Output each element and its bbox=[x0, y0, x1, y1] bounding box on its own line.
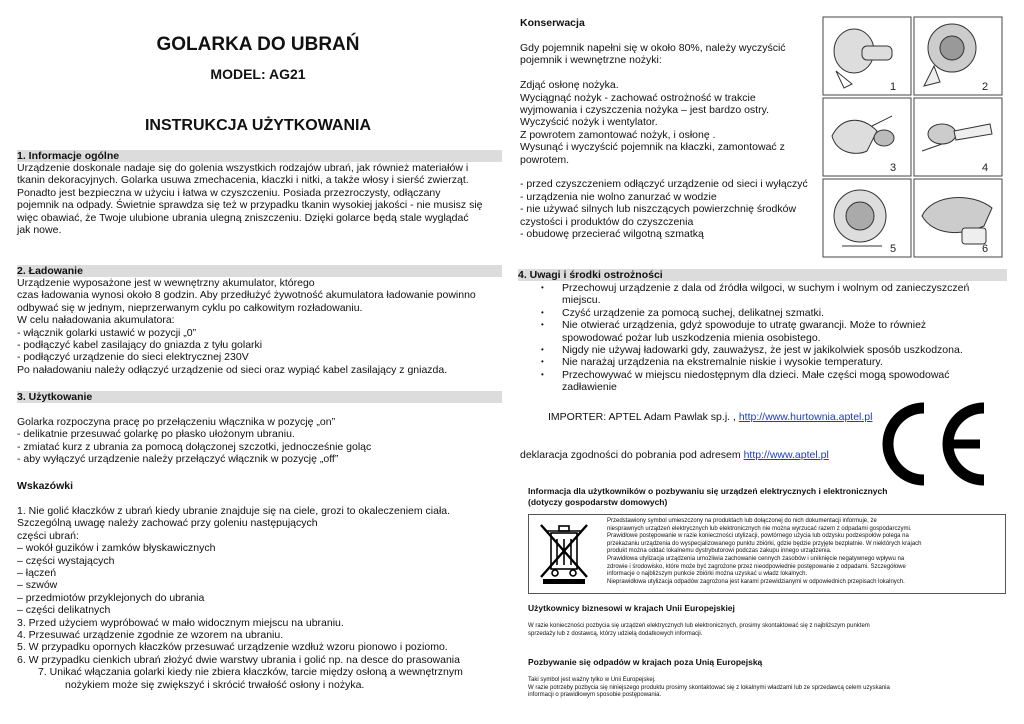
figure-number: 4 bbox=[982, 162, 989, 174]
text-line: Prawidłowe postępowanie w razie konieczności utylizacji, powtórnego użycia lub odzysku podzespołów polega na bbox=[607, 533, 909, 540]
list-item: • Czyść urządzenie za pomocą suchej, delikatnej szmatki. bbox=[518, 307, 1007, 319]
maintenance-heading: Konserwacja bbox=[520, 17, 585, 29]
text-line: czystości i produktów do czyszczenia bbox=[520, 215, 694, 228]
text-line: informacje o najbliższym punkcie zbiórki można uzyskać u władz lokalnych. bbox=[607, 571, 808, 578]
text-line: – łączeń bbox=[17, 567, 57, 580]
list-item: • Przechowywać w miejscu niedostępnym dla dzieci. Małe części mogą spowodować zadławienie bbox=[518, 369, 1007, 394]
text-line: sprzedaży lub z dostawcą, którzy udzielą dodatkowych informacji. bbox=[528, 630, 703, 637]
text-line: – części delikatnych bbox=[17, 604, 111, 617]
text-line: – szwów bbox=[17, 579, 58, 592]
list-item: • Nigdy nie używaj ładowarki gdy, zauważysz, że jest w jakikolwiek sposób uszkodzona. bbox=[518, 344, 1007, 356]
declaration-text: deklaracja zgodności do pobrania pod adresem bbox=[520, 449, 744, 461]
text-line: 4. Przesuwać urządzenie zgodnie ze wzorem na ubraniu. bbox=[17, 629, 284, 642]
text-line: Wysunąć i wyczyścić pojemnik na kłaczki, zamontować z bbox=[520, 141, 785, 154]
weee-outside-body bbox=[528, 677, 890, 700]
maintenance-illustrations bbox=[822, 16, 1004, 258]
text-line: - nie używać silnych lub niszczących powierzchnię środków bbox=[520, 203, 797, 216]
ce-mark-svg bbox=[880, 402, 990, 486]
text-line: pojemnik na odpady. Świetnie sprawdza się też w przypadku tkanin wysokiej jakości - nie musisz się bbox=[17, 199, 483, 212]
text-line: – przedmiotów przyklejonych do ubrania bbox=[17, 591, 205, 604]
figure-number: 3 bbox=[890, 162, 897, 174]
text-line: Urządzenie wyposażone jest w wewnętrzny akumulator, którego bbox=[17, 277, 315, 289]
text-line: - podłączyć kabel zasilający do gniazda z tyłu golarki bbox=[17, 339, 263, 352]
text-line: W razie potrzeby pozbycia się niniejszego produktu prosimy skontaktować się z lokalnymi władzami lub ze sprzedawcą celem uzyskania bbox=[528, 684, 890, 691]
model-label: MODEL: AG21 bbox=[210, 66, 306, 82]
text-line: Urządzenie doskonale nadaje się do golenia wszystkich rodzajów ubrań, jak również materiałów i bbox=[17, 162, 469, 174]
text-line: 6. W przypadku cienkich ubrań złożyć dwie warstwy ubrania i golić np. na desce do prasowania bbox=[17, 653, 460, 666]
text-line: Przedstawiony symbol umieszczony na produktach lub dołączonej do nich dokumentacji informuje, że bbox=[607, 518, 877, 524]
text-line: Nieprawidłowa utylizacja odpadów zagrożona jest karami przewidzianymi w odpowiednich przepisach lokalnych. bbox=[607, 578, 905, 585]
text-line: – części wystających bbox=[17, 554, 115, 567]
declaration-line bbox=[520, 449, 829, 461]
figure-number: 1 bbox=[890, 81, 897, 93]
instructions-heading: INSTRUKCJA UŻYTKOWANIA bbox=[144, 117, 372, 134]
weee-body bbox=[607, 518, 922, 586]
text-line: wyjmowania i czyszczenia nożyka – jest bardzo ostry. bbox=[520, 104, 769, 117]
text-line: przekazaniu urządzenia do wyspecjalizowanego punktu zbiórki, gdzie będzie przyjęte bezpłatnie. W niektórych krajach bbox=[607, 540, 922, 547]
figure-number: 5 bbox=[890, 243, 897, 255]
text-line: 7. Unikać włączania golarki kiedy nie zbiera kłaczków, tarcie między osłoną a wewnętrznym bbox=[38, 666, 463, 679]
text-line: - przed czyszczeniem odłączyć urządzenie od sieci i wyłączyć bbox=[520, 178, 808, 191]
text-line: nożykiem może się zwiększyć i skrócić trwałość osłony i nożyka. bbox=[65, 678, 365, 691]
weee-title-2: (dotyczy gospodarstw domowych) bbox=[528, 497, 668, 507]
tips-heading: Wskazówki bbox=[17, 480, 74, 492]
weee-business-heading: Użytkownicy biznesowi w krajach Unii Europejskiej bbox=[528, 603, 735, 613]
text-line: Wyczyścić nożyk i wentylator. bbox=[520, 116, 658, 129]
list-item: • Nie narażaj urządzenia na ekstremalnie niskie i wysokie temperatury. bbox=[518, 356, 1007, 368]
section2-body bbox=[17, 277, 502, 376]
text-line: 1. Nie golić kłaczków z ubrań kiedy ubranie znajduje się na ciele, grozi to okaleczeniem ciała. bbox=[17, 505, 451, 517]
importer-text: IMPORTER: APTEL Adam Pawlak sp.j. , bbox=[548, 411, 739, 423]
maintenance-illustrations-svg bbox=[822, 16, 1004, 258]
precautions-list bbox=[518, 282, 1007, 394]
text-line: - delikatnie przesuwać golarkę po płasko ułożonym ubraniu. bbox=[17, 428, 295, 441]
text-line: Gdy pojemnik napełni się w około 80%, należy wyczyścić bbox=[520, 42, 786, 54]
section3-heading: 3. Użytkowanie bbox=[17, 391, 502, 403]
text-line: Prawidłowa utylizacja urządzenia umożliwia zachowanie cennych zasobów i uniknięcie negatywnego wpływu na bbox=[607, 555, 905, 562]
text-line: Z powrotem zamontować nożyk, i osłonę . bbox=[520, 128, 716, 141]
text-line: - zmiatać kurz z ubrania za pomocą dołączonej szczotki, jednocześnie goląc bbox=[17, 440, 372, 453]
text-line: 5. W przypadku opornych kłaczków przesuwać urządzenie wzdłuż wzoru pionowo i poziomo. bbox=[17, 641, 448, 654]
text-line: W celu naładowania akumulatora: bbox=[17, 314, 175, 327]
crossed-bin-icon bbox=[537, 521, 593, 585]
text-line: powrotem. bbox=[520, 153, 570, 166]
text-line: Ponadto jest bezpieczna w użyciu i łatwa w czyszczeniu. Posiada przezroczysty, odłączany bbox=[17, 186, 441, 199]
section4-heading: 4. Uwagi i środki ostrożności bbox=[518, 269, 1007, 281]
weee-outside-heading: Pozbywanie się odpadów w krajach poza Unią Europejską bbox=[528, 657, 763, 667]
text-line: czas ładowania wynosi około 8 godzin. Aby przedłużyć żywotność akumulatora ładowanie powinno bbox=[17, 289, 476, 302]
text-line: Golarka rozpoczyna pracę po przełączeniu włącznika w pozycję „on” bbox=[17, 416, 336, 428]
text-line: Zdjąć osłonę nożyka. bbox=[520, 79, 619, 92]
figure-number: 6 bbox=[982, 243, 989, 255]
ce-mark bbox=[880, 402, 990, 486]
section2-heading: 2. Ładowanie bbox=[17, 265, 502, 277]
section1-heading: 1. Informacje ogólne bbox=[17, 150, 502, 162]
document-title: GOLARKA DO UBRAŃ bbox=[156, 34, 360, 55]
text-line: - urządzenia nie wolno zanurzać w wodzie bbox=[520, 190, 717, 203]
text-line: jak nowe. bbox=[17, 224, 62, 237]
maintenance-body bbox=[520, 42, 820, 240]
text-line: Po naładowaniu należy odłączyć urządzenie od sieci oraz wypiąć kabel zasilający z gniazda. bbox=[17, 363, 448, 376]
weee-business-body bbox=[528, 623, 870, 638]
text-line: W razie konieczności pozbycia się urządzeń elektrycznych lub elektronicznych, prosimy skontaktować się z najbliższym punktem bbox=[528, 623, 870, 629]
figure-number: 2 bbox=[982, 81, 989, 93]
text-line: pojemnik i wewnętrzne nożyki: bbox=[520, 54, 662, 67]
weee-notice-box bbox=[528, 514, 1006, 594]
text-line: tkanin dekoracyjnych. Golarka usuwa zmechacenia, kłaczki i nitki, a także włosy i sierść zwierząt. bbox=[17, 174, 469, 187]
text-line: 3. Przed użyciem wypróbować w mało widocznym miejscu na ubraniu. bbox=[17, 616, 344, 629]
text-line: Wyciągnąć nożyk - zachować ostrożność w trakcie bbox=[520, 91, 756, 104]
declaration-link[interactable]: http://www.aptel.pl bbox=[743, 449, 829, 461]
list-item: • Przechowuj urządzenie z dala od źródła wilgoci, w suchym i wolnym od zanieczyszczeń miejscu. bbox=[518, 282, 1007, 307]
weee-title-1: Informacja dla użytkowników o pozbywaniu się urządzeń elektrycznych i elektronicznych bbox=[528, 486, 888, 496]
text-line: Taki symbol jest ważny tylko w Unii Europejskej. bbox=[528, 677, 656, 683]
text-line: produkt można oddać lokalnemu dystrybutorowi podczas zakupu innego urządzenia. bbox=[607, 548, 832, 555]
section3-body bbox=[17, 416, 502, 466]
list-item: • Nie otwierać urządzenia, gdyż spowoduje to utratę gwarancji. Może to również spowodować pożar lub uszkodzenia mienia osobistego. bbox=[518, 319, 1007, 344]
importer-line bbox=[548, 411, 872, 423]
text-line: informacji o prawidłowym sposobie postępowania. bbox=[528, 692, 662, 699]
text-line: zdrowie i środowisko, które może być zagrożone przez nieodpowiednie postępowanie z odpadami. Szczegółowe bbox=[607, 563, 906, 570]
importer-link[interactable]: http://www.hurtownia.aptel.pl bbox=[738, 411, 873, 423]
text-line: - aby wyłączyć urządzenie należy przełączyć włącznik w pozycję „off” bbox=[17, 453, 339, 466]
text-line: więc obawiać, że Twoje ulubione ubrania ulegną zniszczeniu. Dzięki golarce będą stale wyglądać bbox=[17, 211, 469, 224]
crossed-bin-svg bbox=[537, 521, 593, 585]
text-line: - obudowę przecierać wilgotną szmatką bbox=[520, 228, 704, 241]
text-line: odbywać się w jednym, nieprzerwanym cyklu po całkowitym rozładowaniu. bbox=[17, 301, 363, 314]
section1-body bbox=[17, 162, 502, 236]
text-line: Szczególną uwagę należy zachować przy goleniu następujących bbox=[17, 517, 318, 530]
text-line: niesprawnych urządzeń elektrycznych lub elektronicznych nie można wyrzucać razem z odpadami gospodarczymi. bbox=[607, 525, 912, 532]
tips-body bbox=[17, 505, 507, 691]
text-line: – wokół guzików i zamków błyskawicznych bbox=[17, 542, 216, 555]
text-line: - podłączyć urządzenie do sieci elektrycznej 230V bbox=[17, 351, 249, 364]
text-line: części ubrań: bbox=[17, 529, 79, 542]
text-line: - włącznik golarki ustawić w pozycji „0” bbox=[17, 326, 197, 339]
